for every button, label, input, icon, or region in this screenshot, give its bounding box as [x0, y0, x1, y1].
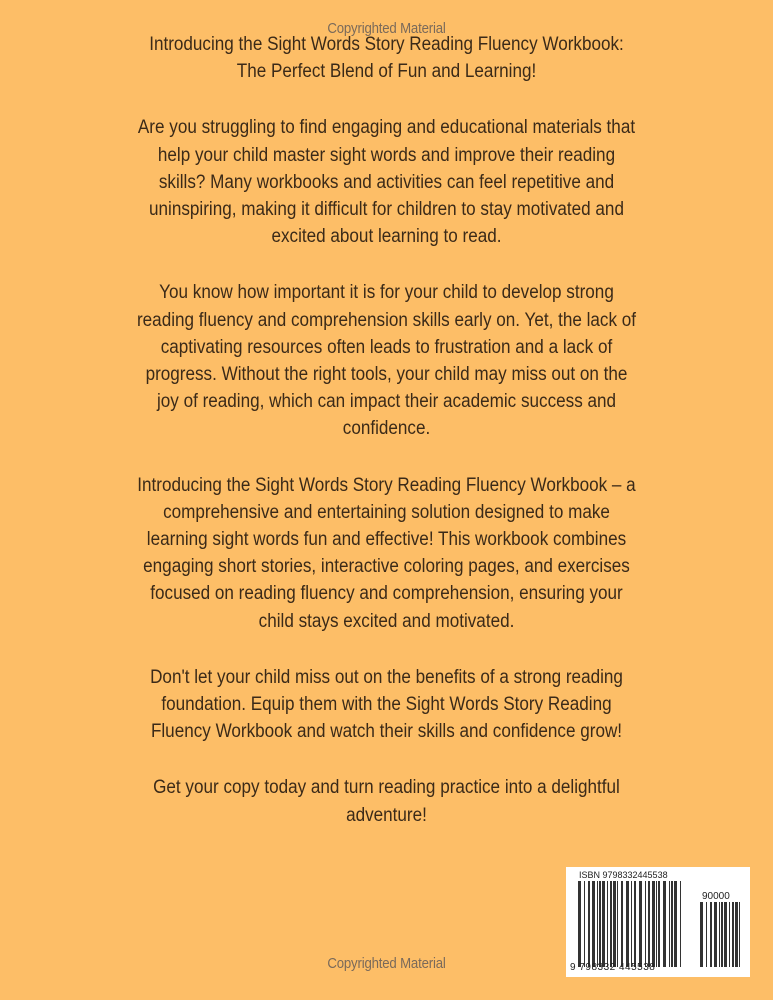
barcode-bar	[645, 881, 646, 967]
barcode-bar	[680, 881, 681, 967]
barcode-digits: 9 798332 445538	[570, 962, 656, 973]
barcode-bar	[663, 881, 666, 967]
text-line: comprehensive and entertaining solution designed to make	[163, 501, 610, 523]
barcode-bar	[656, 881, 657, 967]
barcode-bar	[599, 881, 601, 967]
text-line: learning sight words fun and effective! This workbook combines	[146, 529, 627, 551]
barcode-bar	[721, 902, 723, 967]
text-line: skills? Many workbooks and activities can feel repetitive and	[158, 171, 615, 193]
text-line: progress. Without the right tools, your child may miss out on the	[145, 364, 628, 386]
barcode-bar	[671, 881, 673, 967]
text-line: Introducing the Sight Words Story Reading Fluency Workbook – a	[137, 474, 636, 496]
barcode-bar	[739, 902, 740, 967]
text-line: Are you struggling to find engaging and educational materials that	[137, 117, 636, 139]
barcode-bar	[613, 881, 616, 967]
barcode-bar	[578, 881, 581, 967]
isbn-barcode	[566, 867, 750, 977]
barcode-bar	[648, 881, 650, 967]
barcode-bar	[607, 881, 608, 967]
back-cover-text	[0, 31, 773, 858]
barcode-bar	[735, 902, 738, 967]
text-line: child stays excited and motivated.	[258, 610, 515, 632]
text-line: joy of reading, which can impact their academic success and	[156, 391, 617, 413]
barcode-bar	[652, 881, 655, 967]
text-line: foundation. Equip them with the Sight Words Story Reading	[161, 694, 612, 716]
barcode-bar	[592, 881, 595, 967]
text-line: You know how important it is for your child to develop strong	[159, 282, 614, 304]
text-line: help your child master sight words and improve their reading	[157, 144, 616, 166]
barcode-bar	[597, 881, 598, 967]
barcode-bar	[729, 902, 730, 967]
barcode-bar	[639, 881, 642, 967]
text-line: adventure!	[346, 804, 427, 826]
text-line: uninspiring, making it difficult for children to stay motivated and	[149, 199, 624, 221]
text-line: engaging short stories, interactive coloring pages, and exercises	[143, 556, 630, 578]
barcode-bar	[732, 902, 734, 967]
barcode-bar	[706, 902, 707, 967]
isbn-label: ISBN 9798332445538	[579, 870, 668, 880]
paragraph	[0, 664, 773, 746]
paragraph	[0, 31, 773, 85]
paragraph	[0, 279, 773, 442]
text-line: Fluency Workbook and watch their skills and confidence grow!	[150, 721, 623, 743]
barcode-bar	[669, 881, 670, 967]
barcode-bar	[700, 902, 703, 967]
text-line: focused on reading fluency and comprehension, ensuring your	[150, 583, 623, 605]
paragraph	[0, 114, 773, 250]
headline-line: The Perfect Blend of Fun and Learning!	[236, 61, 537, 83]
barcode-bar	[626, 881, 629, 967]
price-addon: 90000	[702, 891, 730, 902]
text-line: reading fluency and comprehension skills early on. Yet, the lack of	[136, 309, 637, 331]
barcode-bar	[610, 881, 612, 967]
barcode-bar	[631, 881, 632, 967]
barcode-bar	[658, 881, 660, 967]
barcode-bar	[719, 902, 720, 967]
barcode-bar	[621, 881, 623, 967]
paragraph	[0, 774, 773, 828]
text-line: captivating resources often leads to frustration and a lack of	[160, 336, 613, 358]
barcode-bar	[724, 902, 727, 967]
barcode-bar	[617, 881, 618, 967]
barcode-bar	[588, 881, 590, 967]
watermark-top: Copyrighted Material	[327, 20, 446, 37]
paragraph	[0, 472, 773, 635]
barcode-bar	[634, 881, 636, 967]
watermark-bottom: Copyrighted Material	[327, 955, 446, 972]
headline-line: Introducing the Sight Words Story Reading Fluency Workbook:	[149, 34, 624, 55]
barcode-bars	[566, 867, 750, 977]
barcode-bar	[714, 902, 717, 967]
text-line: Get your copy today and turn reading practice into a delightful	[153, 777, 620, 799]
text-line: excited about learning to read.	[271, 226, 502, 248]
barcode-bar	[602, 881, 605, 967]
barcode-bar	[674, 881, 677, 967]
barcode-bar	[710, 902, 712, 967]
text-line: confidence.	[342, 418, 431, 440]
text-line: Don't let your child miss out on the benefits of a strong reading	[150, 666, 623, 688]
barcode-bar	[584, 881, 585, 967]
